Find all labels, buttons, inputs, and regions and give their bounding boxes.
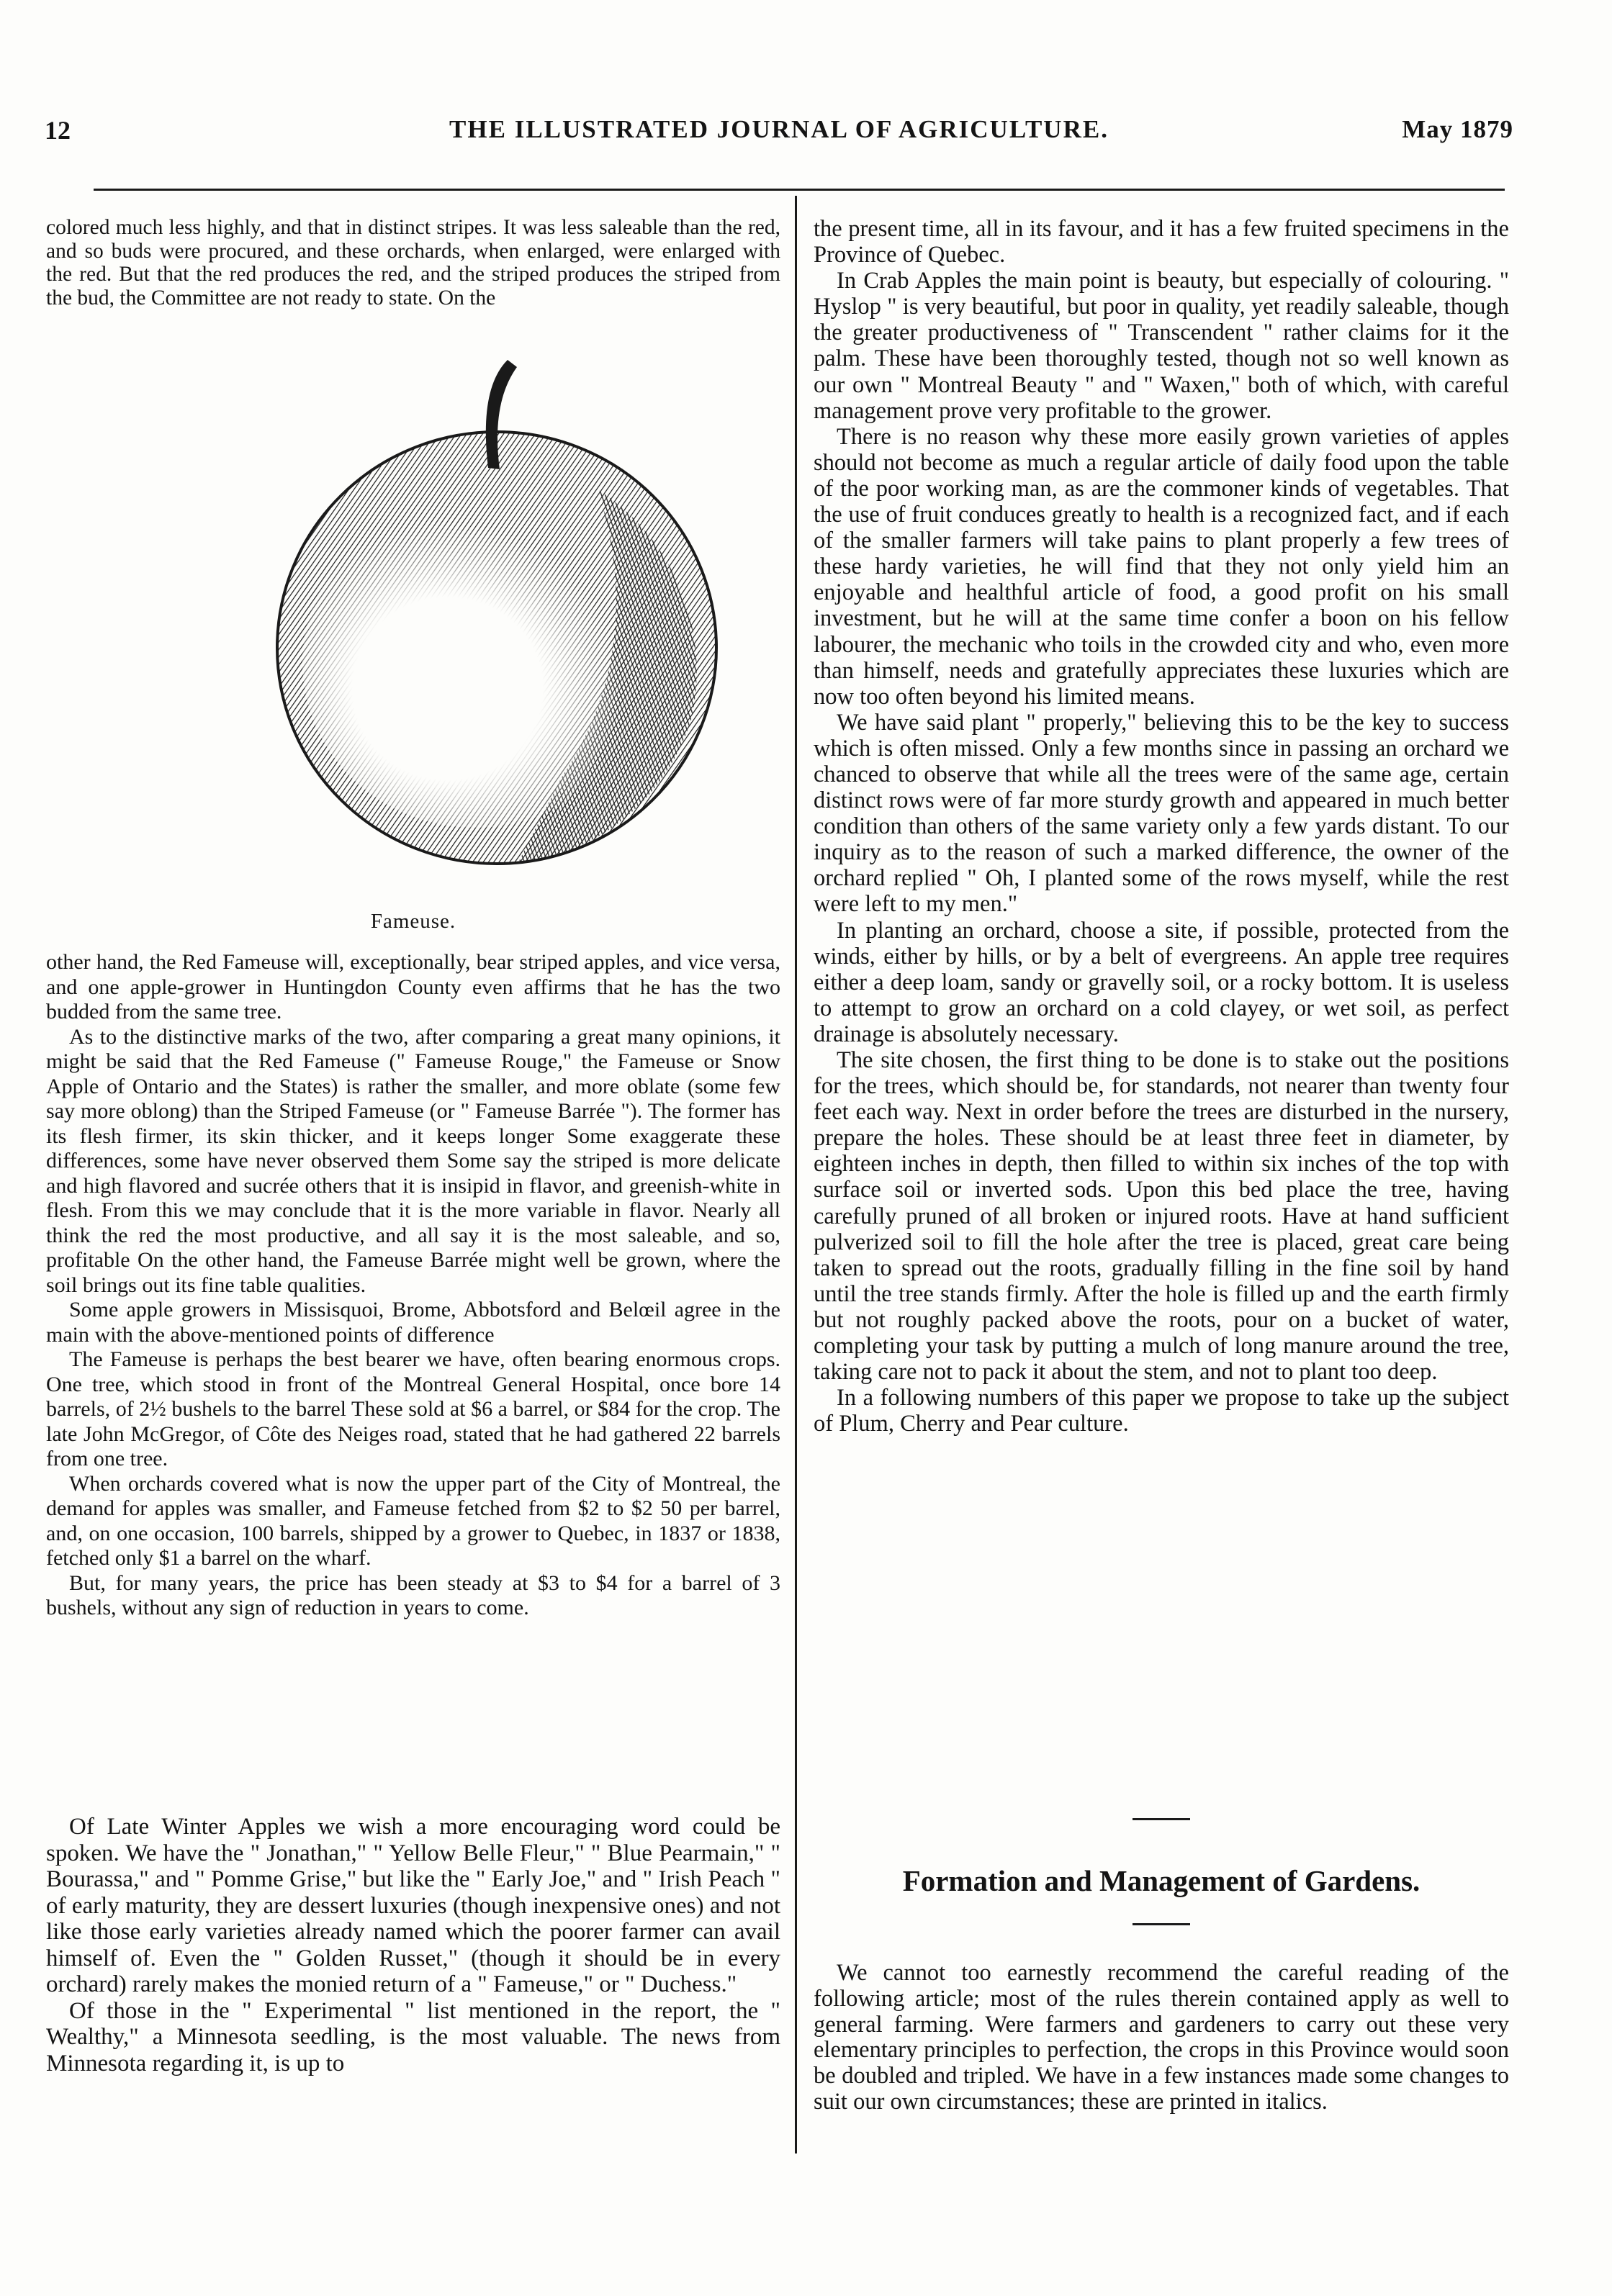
issue-date: May 1879	[1402, 115, 1513, 143]
paragraph: In Crab Apples the main point is beauty, but especially of colouring. " Hyslop " is very beautiful, but poor in quality, yet readily saleable, though the greater productiveness of " Transcendent " rather claims for it the palm. These have been thoroughly tested, though not so well known as our own " Montreal Beauty " and " Waxen," both of which, with careful management prove very profitable to the grower.	[814, 268, 1509, 424]
header-rule	[94, 189, 1505, 191]
paragraph: In planting an orchard, choose a site, if possible, protected from the winds, either by hills, or by a belt of evergreens. An apple tree requires either a deep loam, sandy or gravelly soil, or a rocky bottom. It is useless to attempt to grow an orchard on a cold clayey, or wet soil, as perfect drainage is absolutely necessary.	[814, 917, 1509, 1047]
paragraph: We cannot too earnestly recommend the careful reading of the following article; most of the rules therein contained apply as well to general farming. Were farmers and gardeners to carry out these very elementary principles to perfection, the crops in this Province would soon be doubled and tripled. We have in a few instances made some changes to suit our own circumstances; these are printed in italics.	[814, 1960, 1509, 2115]
paragraph: The Fameuse is perhaps the best bearer we have, often bearing enormous crops. One tree, which stood in front of the Montreal General Hospital, once bore 14 barrels, of 2½ bushels to the barrel These sold at $6 a barrel, or $84 for the crop. The late John McGregor, of Côte des Neiges road, stated that he had gathered 22 barrels from one tree.	[46, 1347, 780, 1470]
gardens-intro	[814, 1961, 1509, 2115]
section-divider-rule-2	[814, 1923, 1509, 1925]
paragraph: Of those in the " Experimental " list mentioned in the report, the " Wealthy," a Minnesota seedling, is the most valuable. The news from Minnesota regarding it, is up to	[46, 1997, 780, 2076]
figure-caption: Fameuse.	[370, 910, 456, 933]
section-divider-rule-1	[814, 1818, 1509, 1820]
left-column-top	[46, 216, 780, 309]
paragraph: colored much less highly, and that in distinct stripes. It was less saleable than the red, and so buds were procured, and these orchards, when enlarged, were enlarged with the red. But that the red produces the red, and the striped produces the striped from the bud, the Committee are not ready to state. On the	[46, 216, 780, 309]
paragraph: other hand, the Red Fameuse will, exceptionally, bear striped apples, and vice versa, and one apple-grower in Huntingdon County even affirms that he has the two budded from the same tree.	[46, 950, 780, 1023]
paragraph: As to the distinctive marks of the two, after comparing a great many opinions, it might be said that the Red Fameuse (" Fameuse Rouge," the Fameuse or Snow Apple of Ontario and the States) is rather the smaller, and more oblate (some few say more oblong) than the Striped Fameuse (or " Fameuse Barrée "). The former has its flesh firmer, its skin thicker, and it keeps longer Some exaggerate these differences, some have never observed them Some say the striped is more delicate and high flavored and sucrée others that it is insipid in flavor, and greenish-white in flesh. From this we may conclude that it is the more variable in flavor. Nearly all think the red the most productive, and all say it is the most saleable, and so, profitable On the other hand, the Fameuse Barrée might well be grown, where the soil brings out its fine table qualities.	[46, 1024, 780, 1297]
journal-title: THE ILLUSTRATED JOURNAL OF AGRICULTURE.	[449, 115, 1109, 143]
column-divider	[795, 196, 797, 2153]
paragraph: The site chosen, the first thing to be done is to stake out the positions for the trees, which should be, for standards, not nearer than twenty four feet each way. Next in order before the trees are disturbed in the nursery, prepare the holes. These should be at least three feet in diameter, by eighteen inches in depth, then filled to within six inches of the top with surface soil or inverted sods. Upon this bed place the tree, having carefully pruned of all broken or injured roots. Have at hand sufficient pulverized soil to fill the hole after the tree is placed, great care being taken to spread out the roots, gradually filling in the fine soil by hand until the tree stands firmly. After the hole is filled up and the earth firmly but not roughly packed above the roots, pour on a bucket of water, completing your task by putting a mulch of long manure around the tree, taking care not to pack it about the stem, and not to plant too deep.	[814, 1047, 1509, 1386]
paragraph: There is no reason why these more easily grown varieties of apples should not become as much a regular article of daily food upon the table of the poor working man, as are the commoner kinds of vegetables. That the use of fruit conduces greatly to health is a recognized fact, and if each of the smaller farmers will take pains to plant properly a few trees of these hardy varieties, he will find that they not only yield him an enjoyable and healthful article of food, a good profit on his small investment, but he will at the same time confer a boon on his fellow labourer, the mechanic who toils in the crowded city and who, even more than himself, needs and gratefully appreciates these luxuries which are now too often beyond his limited means.	[814, 423, 1509, 710]
paragraph: In a following numbers of this paper we propose to take up the subject of Plum, Cherry and Pear culture.	[814, 1385, 1509, 1437]
paragraph: Of Late Winter Apples we wish a more encouraging word could be spoken. We have the " Jonathan," " Yellow Belle Fleur," " Blue Pearmain," " Bourassa," and " Pomme Grise," but like the " Early Joe," and " Irish Peach " of early maturity, they are dessert luxuries (though inexpensive ones) and not like those early varieties already named which the poorer farmer can avail himself of. Even the " Golden Russet," (though it should be in every orchard) rarely makes the monied return of a " Fameuse," or " Duchess."	[46, 1814, 780, 1997]
apple-highlight	[302, 497, 648, 828]
section-heading: Formation and Management of Gardens.	[902, 1864, 1420, 1897]
apple-illustration	[259, 345, 720, 921]
paragraph: But, for many years, the price has been steady at $3 to $4 for a barrel of 3 bushels, without any sign of reduction in years to come.	[46, 1570, 780, 1619]
gardens-heading-wrap	[814, 1863, 1509, 1899]
paragraph: the present time, all in its favour, and it has a few fruited specimens in the Province of Quebec.	[814, 216, 1509, 268]
left-column-bottom	[46, 950, 780, 1621]
paragraph: When orchards covered what is now the upper part of the City of Montreal, the demand for apples was smaller, and Fameuse fetched from $2 to $2 50 per barrel, and, on one occasion, 100 barrels, shipped by a grower to Quebec, in 1837 or 1838, fetched only $1 a barrel on the wharf.	[46, 1471, 780, 1570]
paragraph: We have said plant " properly," believing this to be the key to success which is often missed. Only a few months since in passing an orchard we chanced to observe that while all the trees were of the same age, certain distinct rows were of far more sturdy growth and appeared in much better condition than others of the same variety only a few yards distant. To our inquiry as to the reason of such a marked difference, the owner of the orchard replied " Oh, I planted some of the rows myself, while the rest were left to my men."	[814, 709, 1509, 918]
right-column	[814, 216, 1509, 1437]
paragraph: Some apple growers in Missisquoi, Brome, Abbotsford and Belœil agree in the main with the above-mentioned points of difference	[46, 1298, 780, 1347]
running-header	[45, 115, 1513, 158]
left-column-late-winter	[46, 1814, 780, 2076]
page-number: 12	[45, 116, 71, 145]
